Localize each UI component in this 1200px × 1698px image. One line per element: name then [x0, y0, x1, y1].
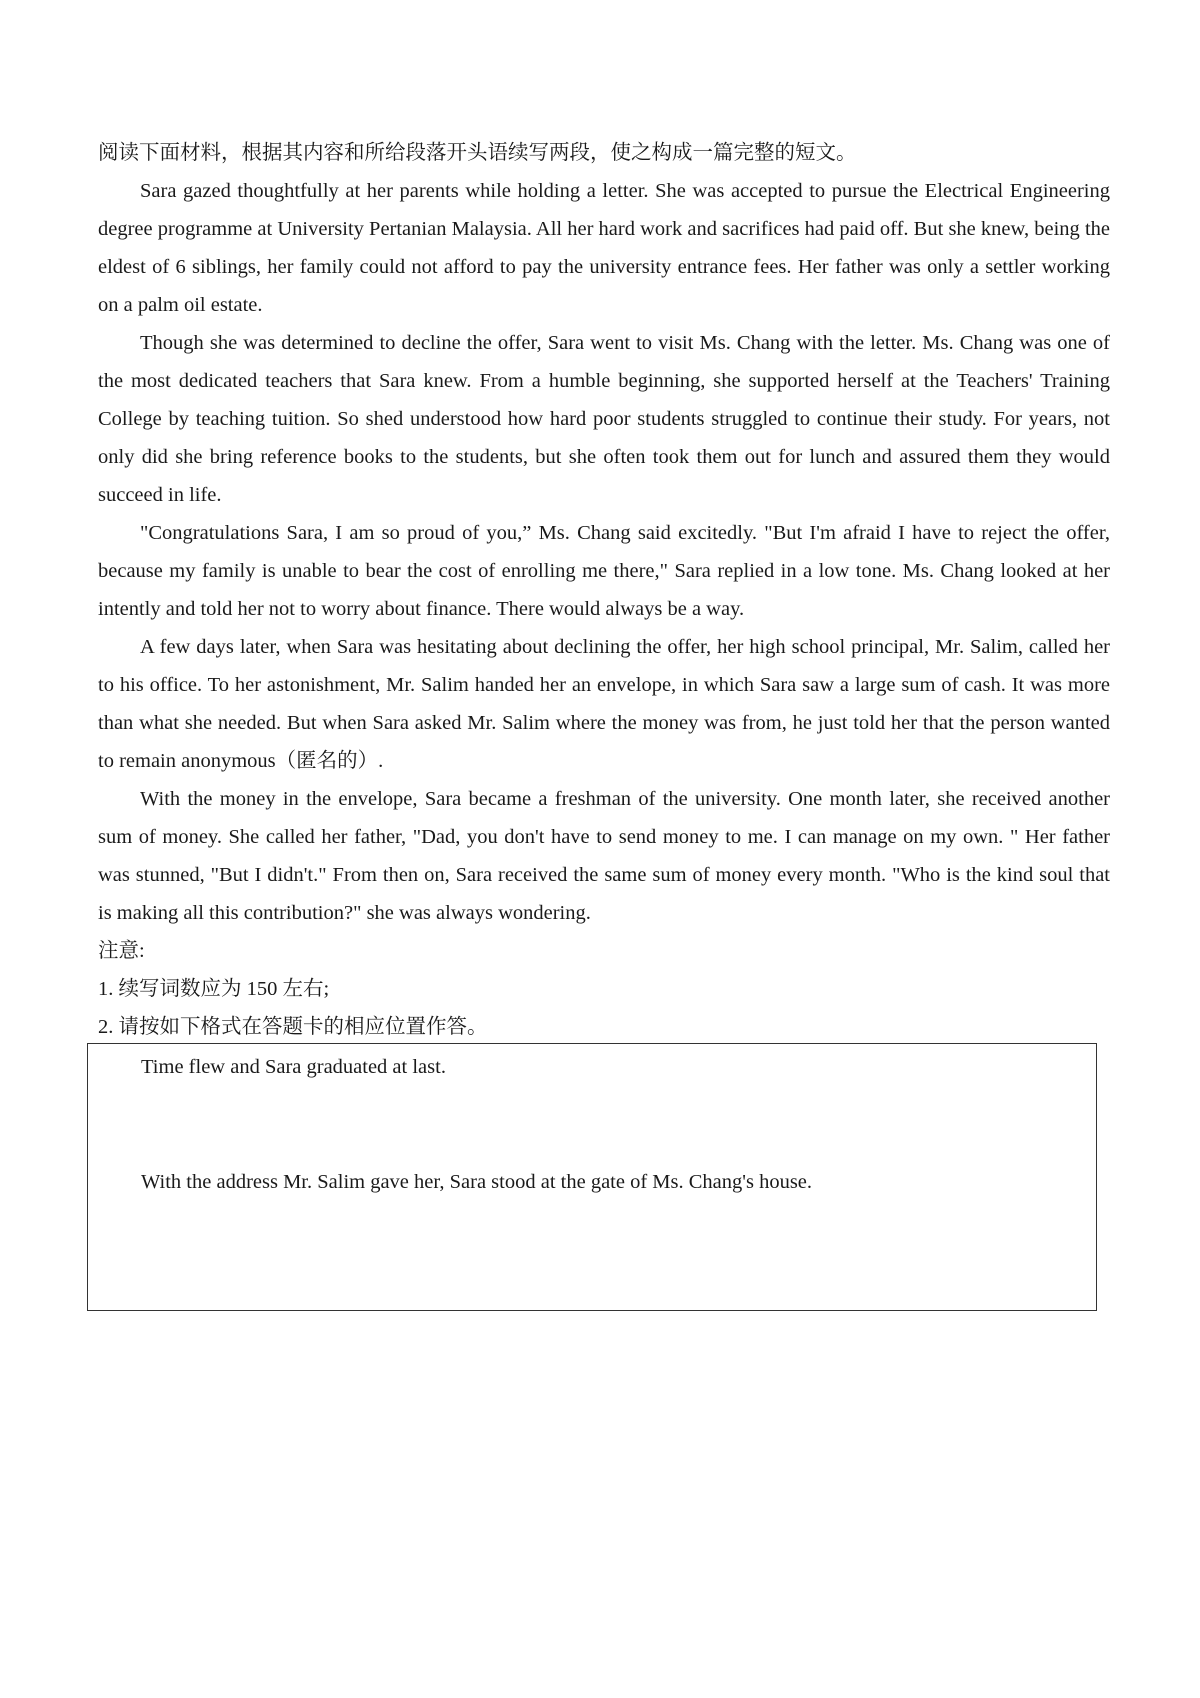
task-instruction: 阅读下面材料，根据其内容和所给段落开头语续写两段，使之构成一篇完整的短文。 — [98, 142, 857, 164]
note-item-word-count: 1. 续写词数应为 150 左右; — [98, 978, 330, 1000]
story-paragraph-4: A few days later, when Sara was hesitating about declining the offer, her high school principal, Mr. Salim, called her to his office. To her astonishment, Mr. Salim handed her an envelope, in which Sara saw a large sum of cash. It was more than what she needed. But when Sara asked Mr. Salim where the money was from, he just told her that the person wanted to remain anonymous（匿名的）. — [98, 636, 1110, 772]
answer-opening-sentence-2: With the address Mr. Salim gave her, Sara stood at the gate of Ms. Chang's house. — [141, 1171, 813, 1193]
note-item-answer-format: 2. 请按如下格式在答题卡的相应位置作答。 — [98, 1016, 488, 1038]
story-paragraph-1: Sara gazed thoughtfully at her parents while holding a letter. She was accepted to pursue the Electrical Engineering degree programme at University Pertanian Malaysia. All her hard work and sacrifices had paid off. But she knew, being the eldest of 6 siblings, her family could not afford to pay the university entrance fees. Her father was only a settler working on a palm oil estate. — [98, 180, 1110, 316]
story-paragraph-5: With the money in the envelope, Sara became a freshman of the university. One month later, she received another sum of money. She called her father, "Dad, you don't have to send money to me. I can manage on my own. " Her father was stunned, "But I didn't." From then on, Sara received the same sum of money every month. "Who is the kind soul that is making all this contribution?" she was always wondering. — [98, 788, 1110, 924]
notes-heading: 注意: — [98, 940, 145, 962]
document-body — [98, 134, 1110, 1046]
story-paragraph-3: "Congratulations Sara, I am so proud of you,” Ms. Chang said excitedly. "But I'm afraid I have to reject the offer, because my family is unable to bear the cost of enrolling me there," Sara replied in a low tone. Ms. Chang looked at her intently and told her not to worry about finance. There would always be a way. — [98, 522, 1110, 620]
answer-opening-sentence-1: Time flew and Sara graduated at last. — [141, 1056, 446, 1078]
answer-box — [87, 1043, 1097, 1311]
story-paragraph-2: Though she was determined to decline the offer, Sara went to visit Ms. Chang with the letter. Ms. Chang was one of the most dedicated teachers that Sara knew. From a humble beginning, she supported herself at the Teachers' Training College by teaching tuition. So shed understood how hard poor students struggled to continue their study. For years, not only did she bring reference books to the students, but she often took them out for lunch and assured them they would succeed in life. — [98, 332, 1110, 506]
